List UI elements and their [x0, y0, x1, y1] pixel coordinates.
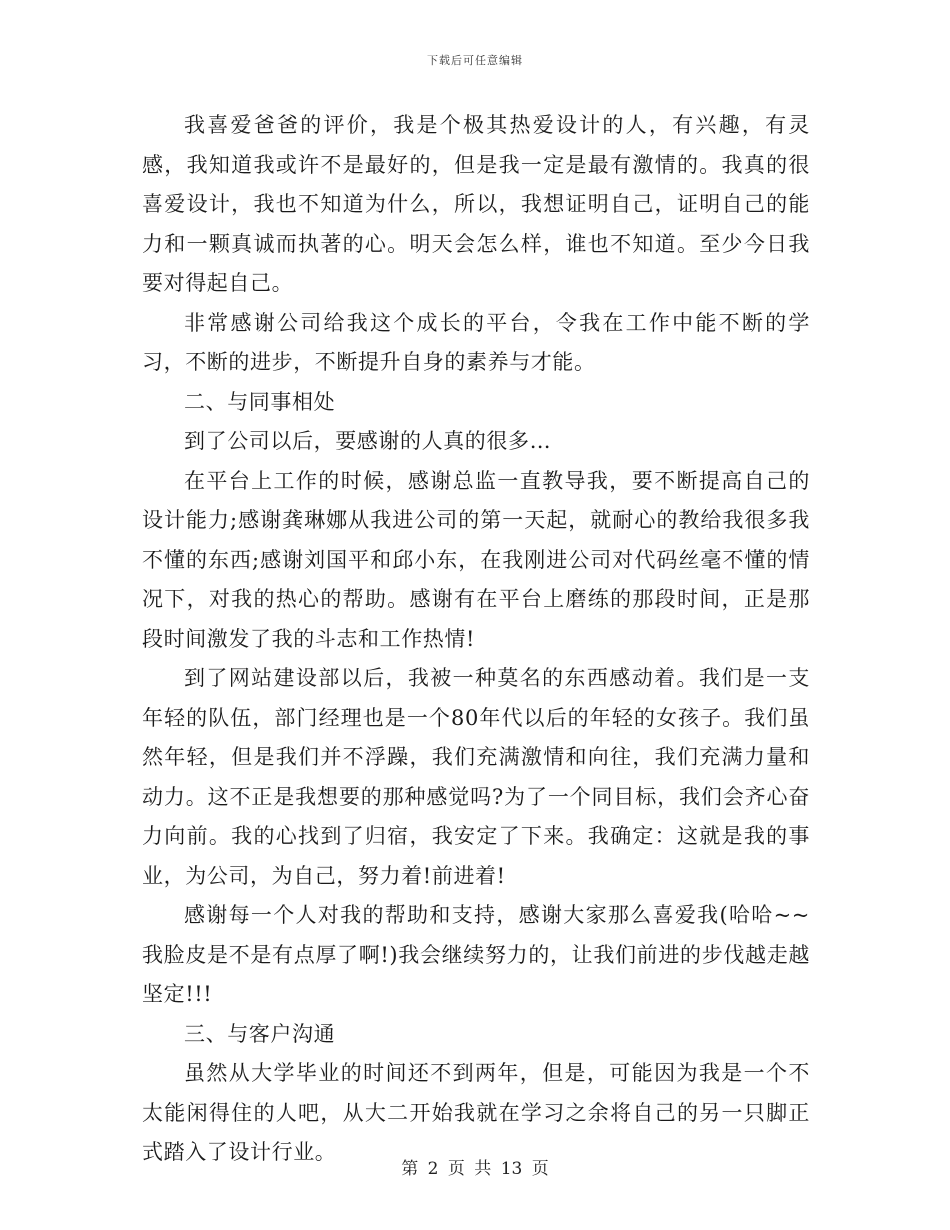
paragraph-platform-work: 在平台上工作的时候，感谢总监一直教导我，要不断提高自己的设计能力;感谢龚琳娜从我进公司的第一天起，就耐心的教给我很多我不懂的东西;感谢刘国平和邱小东，在我刚进公司对代码丝毫不懂的情况下，对我的热心的帮助。感谢有在平台上磨练的那段时间，正是那段时间激发了我的斗志和工作热情!	[142, 468, 810, 651]
paragraph-thanks-company: 非常感谢公司给我这个成长的平台，令我在工作中能不断的学习，不断的进步，不断提升自身的素养与才能。	[142, 310, 810, 374]
section-heading-clients: 三、与客户沟通	[184, 1021, 336, 1046]
page-footer: 第 2 页 共 13 页	[401, 1159, 549, 1179]
paragraph-thanks-many: 到了公司以后，要感谢的人真的很多…	[184, 429, 552, 453]
paragraph-university: 虽然从大学毕业的时间还不到两年，但是，可能因为我是一个不太能闲得住的人吧，从大二开始我就在学习之余将自己的另一只脚正式踏入了设计行业。	[142, 1061, 810, 1164]
paragraph-design-passion: 我喜爱爸爸的评价，我是个极其热爱设计的人，有兴趣，有灵感，我知道我或许不是最好的，但是我一定是最有激情的。我真的很喜爱设计，我也不知道为什么，所以，我想证明自己，证明自己的能力和一颗真诚而执著的心。明天会怎么样，谁也不知道。至少今日我要对得起自己。	[142, 113, 810, 295]
page-header: 下载后可任意编辑	[427, 54, 523, 67]
paragraph-thanks-everyone: 感谢每一个人对我的帮助和支持，感谢大家那么喜爱我(哈哈~~我脸皮是不是有点厚了啊!)我会继续努力的，让我们前进的步伐越走越坚定!!!	[142, 903, 810, 1006]
section-heading-colleagues: 二、与同事相处	[184, 389, 336, 414]
paragraph-web-department: 到了网站建设部以后，我被一种莫名的东西感动着。我们是一支年轻的队伍，部门经理也是一个80年代以后的年轻的女孩子。我们虽然年轻，但是我们并不浮躁，我们充满激情和向往，我们充满力量和动力。这不正是我想要的那种感觉吗?为了一个同目标，我们会齐心奋力向前。我的心找到了归宿，我安定了下来。我确定：这就是我的事业，为公司，为自己，努力着!前进着!	[142, 666, 810, 888]
document-body	[142, 106, 810, 1173]
